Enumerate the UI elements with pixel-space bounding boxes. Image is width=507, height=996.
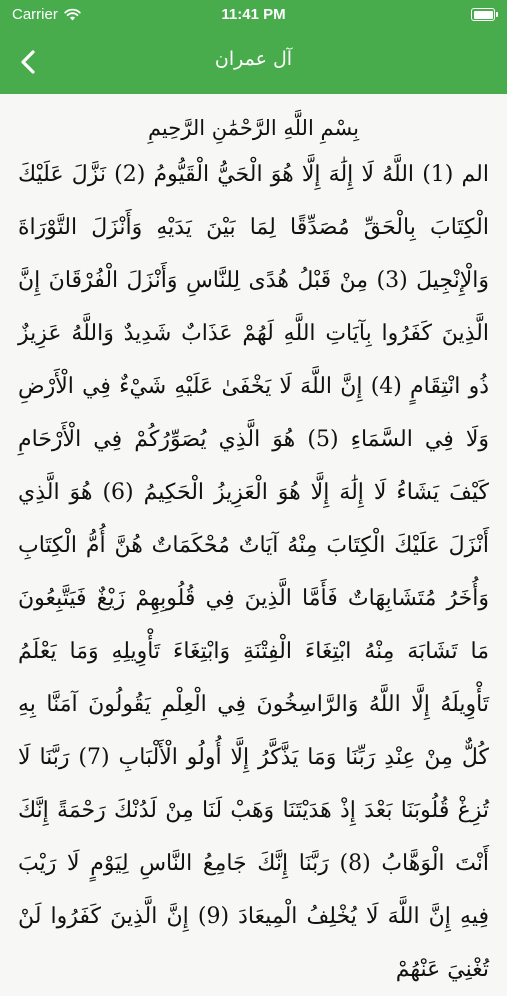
status-time: 11:41 PM (221, 6, 286, 23)
status-bar (0, 0, 507, 30)
surah-text: الم (1) اللَّهُ لَا إِلَٰهَ إِلَّا هُوَ الْحَيُّ الْقَيُّومُ (2) نَزَّلَ عَلَيْكَ الْكِتَابَ بِالْحَقِّ مُصَدِّقًا لِمَا بَيْنَ يَدَيْهِ وَأَنْزَلَ التَّوْرَاةَ وَالْإِنْجِيلَ (3) مِنْ قَبْلُ هُدًى لِلنَّاسِ وَأَنْزَلَ الْفُرْقَانَ إِنَّ الَّذِينَ كَفَرُوا بِآيَاتِ اللَّهِ لَهُمْ عَذَابٌ شَدِيدٌ وَاللَّهُ عَزِيزٌ ذُو انْتِقَامٍ (4) إِنَّ اللَّهَ لَا يَخْفَىٰ عَلَيْهِ شَيْءٌ فِي الْأَرْضِ وَلَا فِي السَّمَاءِ (5) هُوَ الَّذِي يُصَوِّرُكُمْ فِي الْأَرْحَامِ كَيْفَ يَشَاءُ لَا إِلَٰهَ إِلَّا هُوَ الْعَزِيزُ الْحَكِيمُ (6) هُوَ الَّذِي أَنْزَلَ عَلَيْكَ الْكِتَابَ مِنْهُ آيَاتٌ مُحْكَمَاتٌ هُنَّ أُمُّ الْكِتَابِ وَأُخَرُ مُتَشَابِهَاتٌ فَأَمَّا الَّذِينَ فِي قُلُوبِهِمْ زَيْغٌ فَيَتَّبِعُونَ مَا تَشَابَهَ مِنْهُ ابْتِغَاءَ الْفِتْنَةِ وَابْتِغَاءَ تَأْوِيلِهِ وَمَا يَعْلَمُ تَأْوِيلَهُ إِلَّا اللَّهُ وَالرَّاسِخُونَ فِي الْعِلْمِ يَقُولُونَ آمَنَّا بِهِ كُلٌّ مِنْ عِنْدِ رَبِّنَا وَمَا يَذَّكَّرُ إِلَّا أُولُو الْأَلْبَابِ (7) رَبَّنَا لَا تُزِغْ قُلُوبَنَا بَعْدَ إِذْ هَدَيْتَنَا وَهَبْ لَنَا مِنْ لَدُنْكَ رَحْمَةً إِنَّكَ أَنْتَ الْوَهَّابُ (8) رَبَّنَا إِنَّكَ جَامِعُ النَّاسِ لِيَوْمٍ لَا رَيْبَ فِيهِ إِنَّ اللَّهَ لَا يُخْلِفُ الْمِيعَادَ (9) إِنَّ الَّذِينَ كَفَرُوا لَنْ تُغْنِيَ عَنْهُمْ (18, 162, 490, 982)
battery-icon (471, 8, 495, 21)
bismillah: بِسْمِ اللَّهِ الرَّحْمَٰنِ الرَّحِيمِ (147, 116, 360, 140)
page-title: آل عمران (214, 48, 293, 70)
reader-content[interactable] (0, 94, 507, 982)
carrier-label: Carrier (12, 6, 58, 23)
navigation-bar (0, 30, 507, 94)
